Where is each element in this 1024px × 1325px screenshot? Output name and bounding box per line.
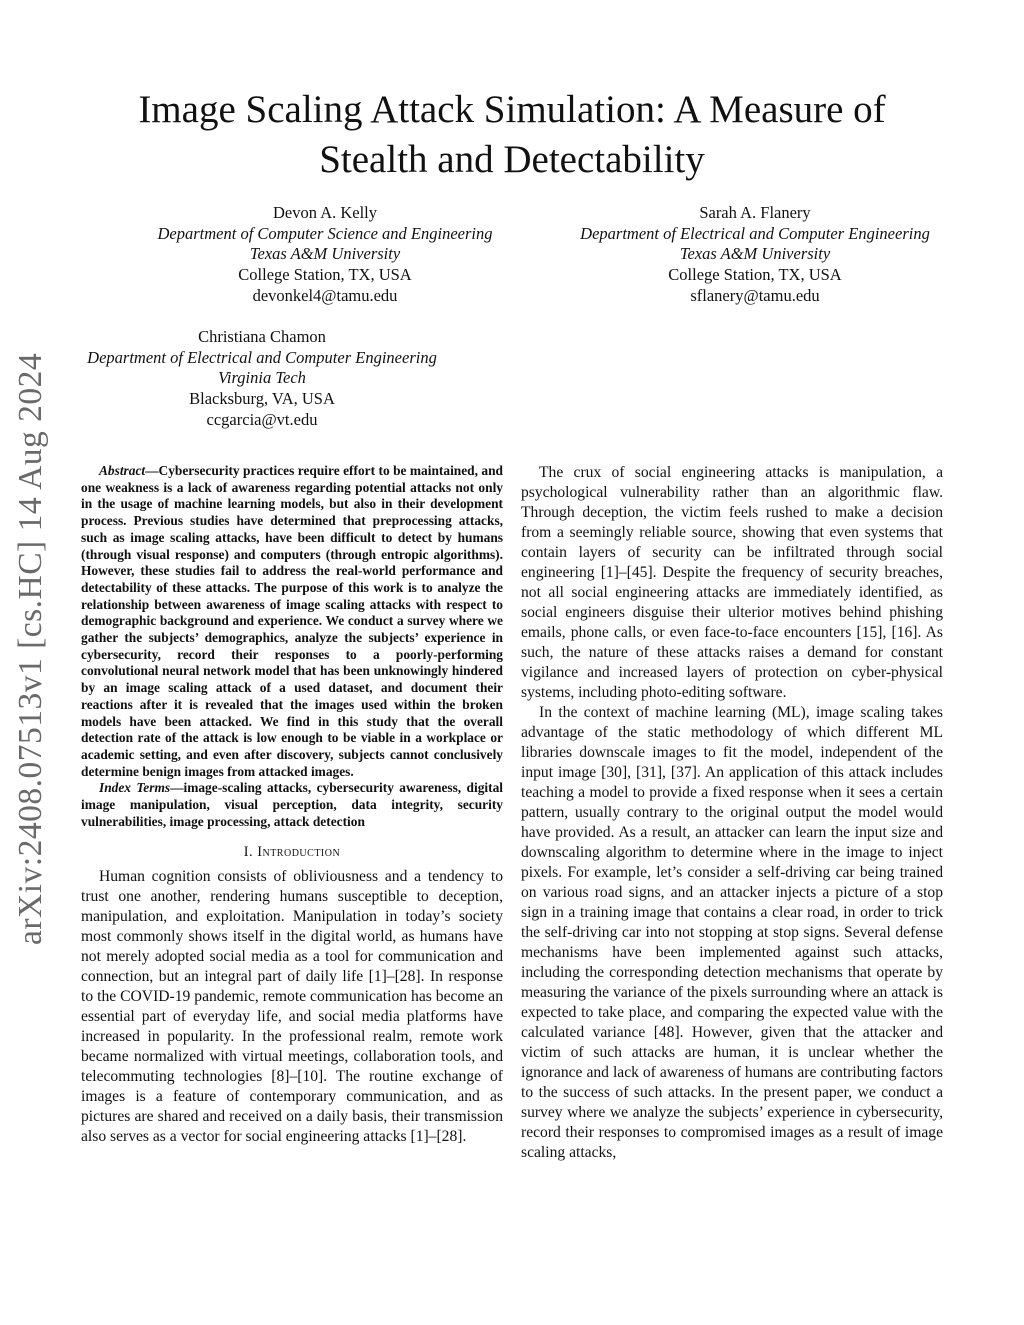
- index-terms: Index Terms—image-scaling attacks, cybersecurity awareness, digital image manipulation, visual perception, data integrity, security vulnerabilities, image processing, attack detection: [81, 780, 503, 829]
- author-block-2: [555, 203, 955, 307]
- author-university: Texas A&M University: [249, 244, 401, 264]
- abstract: Abstract—Cybersecurity practices require effort to be maintained, and one weakness is a lack of awareness regarding potential attacks not only in the usage of machine learning models, but also in their development process. Previous studies have determined that preprocessing attacks, such as image scaling attacks, have been difficult to detect by humans (through visual response) and computers (through entropic algorithms). However, these studies fail to address the real-world performance and detectability of these attacks. The purpose of this work is to analyze the relationship between awareness of image scaling attacks with respect to demographic background and experience. We conduct a survey where we gather the subjects’ demographics, analyze the subjects’ experience in cybersecurity, record their responses to a poorly-performing convolutional neural network model that has been unknowingly hindered by an image scaling attack of a used dataset, and document their reactions after it is revealed that the images used within the broken models have been attacked. We find in this study that the overall detection rate of the attack is low enough to be viable in a workplace or academic setting, and even after discovery, subjects cannot conclusively determine benign images from attacked images.: [81, 463, 503, 779]
- author-block-3: [62, 327, 462, 431]
- left-column: [81, 463, 503, 1147]
- author-block-1: [125, 203, 525, 307]
- author-name: Christiana Chamon: [198, 327, 326, 346]
- author-location: Blacksburg, VA, USA: [189, 389, 335, 409]
- index-terms-text: image-scaling attacks, cybersecurity awareness, digital image manipulation, visual perception, data integrity, security vulnerabilities, image processing, attack detection: [81, 780, 503, 829]
- paper-title: Image Scaling Attack Simulation: A Measure of Stealth and Detectability: [138, 88, 886, 181]
- author-department: Department of Electrical and Computer Engineering: [87, 347, 437, 367]
- index-terms-heading: Index Terms: [99, 780, 171, 796]
- author-location: College Station, TX, USA: [238, 265, 412, 285]
- author-name: Devon A. Kelly: [272, 203, 378, 222]
- author-location: College Station, TX, USA: [668, 265, 842, 285]
- author-department: Department of Computer Science and Engineering: [157, 223, 493, 243]
- intro-paragraph: Human cognition consists of obliviousness and a tendency to trust one another, rendering humans susceptible to deception, manipulation, and exploitation. Manipulation in today’s society most commonly shows itself in the digital world, as humans have not merely adopted social media as a tool for communication and connection, but an integral part of daily life [1]–[28]. In response to the COVID-19 pandemic, remote communication has become an essential part of everyday life, and social media platforms have increased in popularity. In the professional realm, remote work became normalized with virtual meetings, collaboration tools, and telecommuting technologies [8]–[10]. The routine exchange of images is a feature of contemporary communication, and as pictures are shared and received on a daily basis, their transmission also serves as a vector for social engineering attacks [1]–[28].: [81, 868, 503, 1146]
- author-university: Virginia Tech: [218, 368, 306, 388]
- intro-paragraph: The crux of social engineering attacks is manipulation, a psychological vulnerability rather than an algorithmic flaw. Through deception, the victim feels rushed to make a decision from a seemingly reliable source, showing that even systems that contain layers of security can be infiltrated through social engineering [1]–[45]. Despite the frequency of security breaches, not all social engineering attacks are immediately identified, as social engineers disguise their ulterior motives behind phishing emails, phone calls, or even face-to-face encounters [15], [16]. As such, the nature of these attacks raises a demand for constant vigilance and increased layers of protection on cyber-physical systems, including photo-editing software.: [521, 464, 943, 701]
- author-name: Sarah A. Flanery: [699, 203, 811, 222]
- author-university: Texas A&M University: [679, 244, 831, 264]
- author-email: sflanery@tamu.edu: [690, 285, 820, 305]
- abstract-heading: Abstract: [99, 463, 146, 478]
- intro-paragraph: In the context of machine learning (ML), image scaling takes advantage of the static methodology of which different ML libraries downscale images to fit the model, independent of the input image [30], [31], [37]. An application of this attack includes teaching a model to provide a fixed response when it sees a certain pattern, usually contrary to the original output the model would have provided. As a result, an attacker can learn the input size and downscaling algorithm to determine where in the image to inject pixels. For example, let’s consider a self-driving car being trained on various road signs, and an attacker injects a picture of a stop sign in a training image that contains a clear road, in order to trick the self-driving car into not stopping at stop signs. Several defense mechanisms have been implemented against such attacks, including the corresponding detection mechanisms that operate by measuring the variance of the pixels surrounding where an attack is expected to take place, and comparing the expected value with the calculated variance [48]. However, given that the attacker and victim of such attacks are human, it is unclear whether the ignorance and lack of awareness of humans are contributing factors to the success of such attacks. In the present paper, we conduct a survey where we analyze the subjects’ experience in cybersecurity, record their responses to compromised images as a result of image scaling attacks,: [521, 704, 943, 1161]
- author-email: devonkel4@tamu.edu: [252, 285, 398, 305]
- author-email: ccgarcia@vt.edu: [206, 409, 318, 429]
- author-department: Department of Electrical and Computer Engineering: [580, 223, 930, 243]
- arxiv-identifier: arXiv:2408.07513v1 [cs.HC] 14 Aug 2024: [12, 352, 49, 945]
- abstract-text: Cybersecurity practices require effort to be maintained, and one weakness is a lack of awareness regarding potential attacks not only in the usage of machine learning models, but also in their development process. Previous studies have determined that preprocessing attacks, such as image scaling attacks, have been difficult to detect by humans (through visual response) and computers (through entropic algorithms). However, these studies fail to address the real-world performance and detectability of these attacks. The purpose of this work is to analyze the relationship between awareness of image scaling attacks with respect to demographic background and experience. We conduct a survey where we gather the subjects’ demographics, analyze the subjects’ experience in cybersecurity, record their responses to a poorly-performing convolutional neural network model that has been unknowingly hindered by an image scaling attack of a used dataset, and document their reactions after it is revealed that the images used within the broken models have been attacked. We find in this study that the overall detection rate of the attack is low enough to be viable in a workplace or academic setting, and even after discovery, subjects cannot conclusively determine benign images from attacked images.: [81, 463, 503, 779]
- section-heading: [81, 844, 503, 861]
- section-number: I.: [243, 844, 254, 861]
- right-column: [521, 463, 943, 1163]
- section-title: Introduction: [257, 844, 341, 861]
